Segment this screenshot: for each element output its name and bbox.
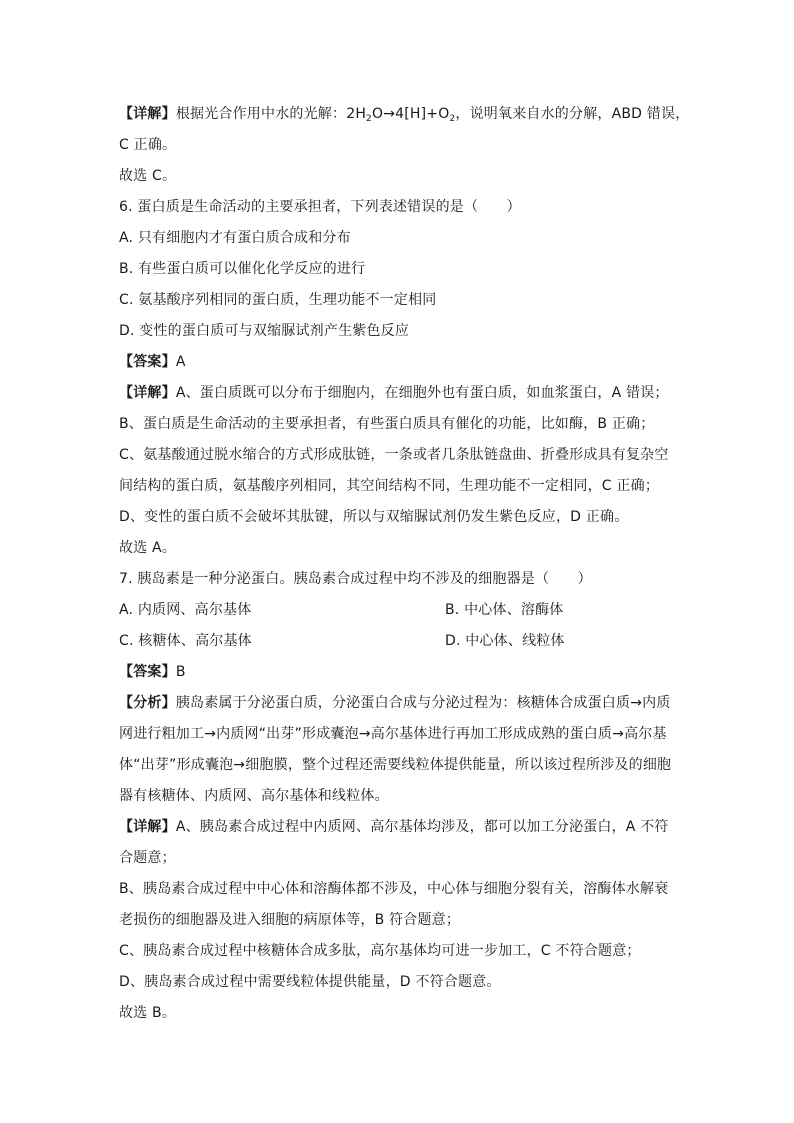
answer-value: B [175, 664, 186, 680]
answer-tag: 【答案】 [119, 354, 176, 370]
detail-tag: 【详解】 [119, 819, 176, 835]
q7-analysis-line-1: 【分析】胰岛素属于分泌蛋白质，分泌蛋白合成与分泌过程为：核糖体合成蛋白质→内质 [119, 695, 671, 711]
q6-option-d: D. 变性的蛋白质可与双缩脲试剂产生紫色反应 [119, 323, 410, 339]
answer-value: A [175, 354, 186, 370]
q5-conclusion: 故选 C。 [119, 168, 177, 184]
q6-detail-line-5: D、变性的蛋白质不会破坏其肽键，所以与双缩脲试剂仍发生紫色反应，D 正确。 [119, 509, 629, 525]
q5-detail-line-1: 【详解】根据光合作用中水的光解：$2H_2O\to 4[H]+O_2$，说明氧来自水的分解，ABD 错误， [119, 106, 690, 124]
q6-answer [119, 352, 679, 372]
analysis-tag: 【分析】 [119, 695, 176, 711]
answer-tag: 【答案】 [119, 664, 176, 680]
q7-detail-line-3: B、胰岛素合成过程中中心体和溶酶体都不涉及，中心体与细胞分裂有关，溶酶体水解衰 [119, 881, 669, 897]
q6-option-a: A. 只有细胞内才有蛋白质合成和分布 [119, 230, 351, 246]
q7-analysis-line-3: 体“出芽”形成囊泡→细胞膜，整个过程还需要线粒体提供能量，所以该过程所涉及的细胞 [119, 757, 672, 773]
q7-detail-line-4: 老损伤的细胞器及进入细胞的病原体等，B 符合题意； [119, 912, 461, 928]
q6-detail-line-1: 【详解】A、蛋白质既可以分布于细胞内，在细胞外也有蛋白质，如血浆蛋白，A 错误； [119, 385, 669, 401]
q7-analysis-line-4: 器有核糖体、内质网、高尔基体和线粒体。 [119, 788, 389, 804]
q7-option-b: B. 中心体、溶酶体 [445, 602, 564, 618]
q7-option-d: D. 中心体、线粒体 [445, 633, 565, 649]
q7-answer [119, 662, 679, 682]
q6-question: 6. 蛋白质是生命活动的主要承担者，下列表述错误的是（ ） [119, 199, 521, 215]
q7-option-c: C. 核糖体、高尔基体 [119, 633, 252, 649]
q7-detail-line-1: 【详解】A、胰岛素合成过程中内质网、高尔基体均涉及，都可以加工分泌蛋白，A 不符 [119, 819, 669, 835]
q6-detail-line-2: B、蛋白质是生命活动的主要承担者，有些蛋白质具有催化的功能，比如酶，B 正确； [119, 416, 655, 432]
detail-tag: 【详解】 [119, 106, 176, 122]
q7-conclusion: 故选 B。 [119, 1005, 177, 1021]
q7-detail-line-6: D、胰岛素合成过程中需要线粒体提供能量，D 不符合题意。 [119, 974, 501, 990]
q7-option-a: A. 内质网、高尔基体 [119, 602, 252, 618]
detail-tag: 【详解】 [119, 385, 176, 401]
q5-detail-line-2: C 正确。 [119, 137, 177, 153]
q7-question: 7. 胰岛素是一种分泌蛋白。胰岛素合成过程中均不涉及的细胞器是（ ） [119, 571, 592, 587]
q7-detail-line-2: 合题意； [119, 850, 176, 866]
q6-conclusion: 故选 A。 [119, 540, 177, 556]
q7-analysis-line-2: 网进行粗加工→内质网“出芽”形成囊泡→高尔基体进行再加工形成成熟的蛋白质→高尔基 [119, 726, 667, 742]
q6-detail-line-4: 间结构的蛋白质，氨基酸序列相同，其空间结构不同，生理功能不一定相同，C 正确； [119, 478, 660, 494]
q6-option-c: C. 氨基酸序列相同的蛋白质，生理功能不一定相同 [119, 292, 437, 308]
q6-option-b: B. 有些蛋白质可以催化化学反应的进行 [119, 261, 366, 277]
q7-detail-line-5: C、胰岛素合成过程中核糖体合成多肽，高尔基体均可进一步加工，C 不符合题意； [119, 943, 641, 959]
q6-detail-line-3: C、氨基酸通过脱水缩合的方式形成肽链，一条或者几条肽链盘曲、折叠形成具有复杂空 [119, 447, 669, 463]
